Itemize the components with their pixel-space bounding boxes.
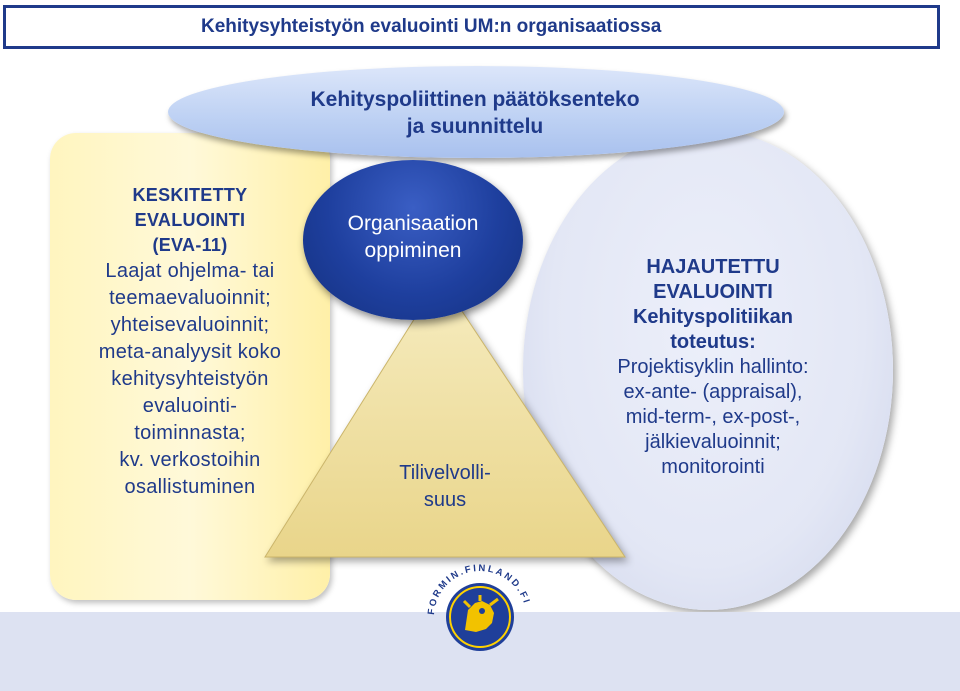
right-heading-line: EVALUOINTI — [653, 281, 773, 303]
right-body-line: jälkievaluoinnit; — [645, 431, 781, 453]
left-body-line: toiminnasta; — [134, 422, 246, 444]
org-line-2: oppiminen — [364, 239, 462, 262]
formin-finland-logo — [420, 555, 540, 675]
right-heading-line: HAJAUTETTU — [646, 256, 780, 278]
left-heading-line: (EVA-11) — [152, 235, 228, 255]
left-body-line: teemaevaluoinnit; — [109, 287, 271, 309]
right-heading-line: Kehityspolitiikan — [632, 306, 794, 328]
left-body-line: meta-analyysit koko — [98, 341, 282, 363]
left-heading-line: KESKITETTY — [132, 185, 248, 205]
right-body-line: monitorointi — [661, 456, 765, 478]
right-body-line: ex-ante- (appraisal), — [623, 381, 803, 403]
left-heading-line: EVALUOINTI — [134, 210, 246, 230]
logo-arc-text: FORMIN.FINLAND.FI — [425, 562, 533, 616]
page-title: Kehitysyhteistyön evaluointi UM:n organisaatiossa — [201, 16, 662, 37]
policy-planning-text — [240, 86, 710, 140]
accountability-text — [340, 460, 550, 514]
title-box — [3, 5, 940, 49]
policy-line-2: ja suunnittelu — [406, 115, 544, 138]
organizational-learning-text — [313, 210, 513, 264]
left-body-line: Laajat ohjelma- tai — [105, 260, 275, 282]
right-heading-line: toteutus: — [670, 331, 756, 353]
policy-line-1: Kehityspoliittinen päätöksenteko — [310, 88, 640, 111]
left-body-line: kehitysyhteistyön — [111, 368, 269, 390]
left-body-line: osallistuminen — [124, 476, 256, 498]
left-body-line: evaluointi- — [142, 395, 238, 417]
right-body-line: mid-term-, ex-post-, — [625, 406, 801, 428]
org-line-1: Organisaation — [347, 212, 479, 235]
left-body-line: yhteisevaluoinnit; — [110, 314, 270, 336]
left-body-line: kv. verkostoihin — [119, 449, 261, 471]
right-body-line: Projektisyklin hallinto: — [617, 356, 809, 378]
tri-line-1: Tilivelvolli- — [399, 462, 491, 484]
tri-line-2: suus — [423, 489, 467, 511]
